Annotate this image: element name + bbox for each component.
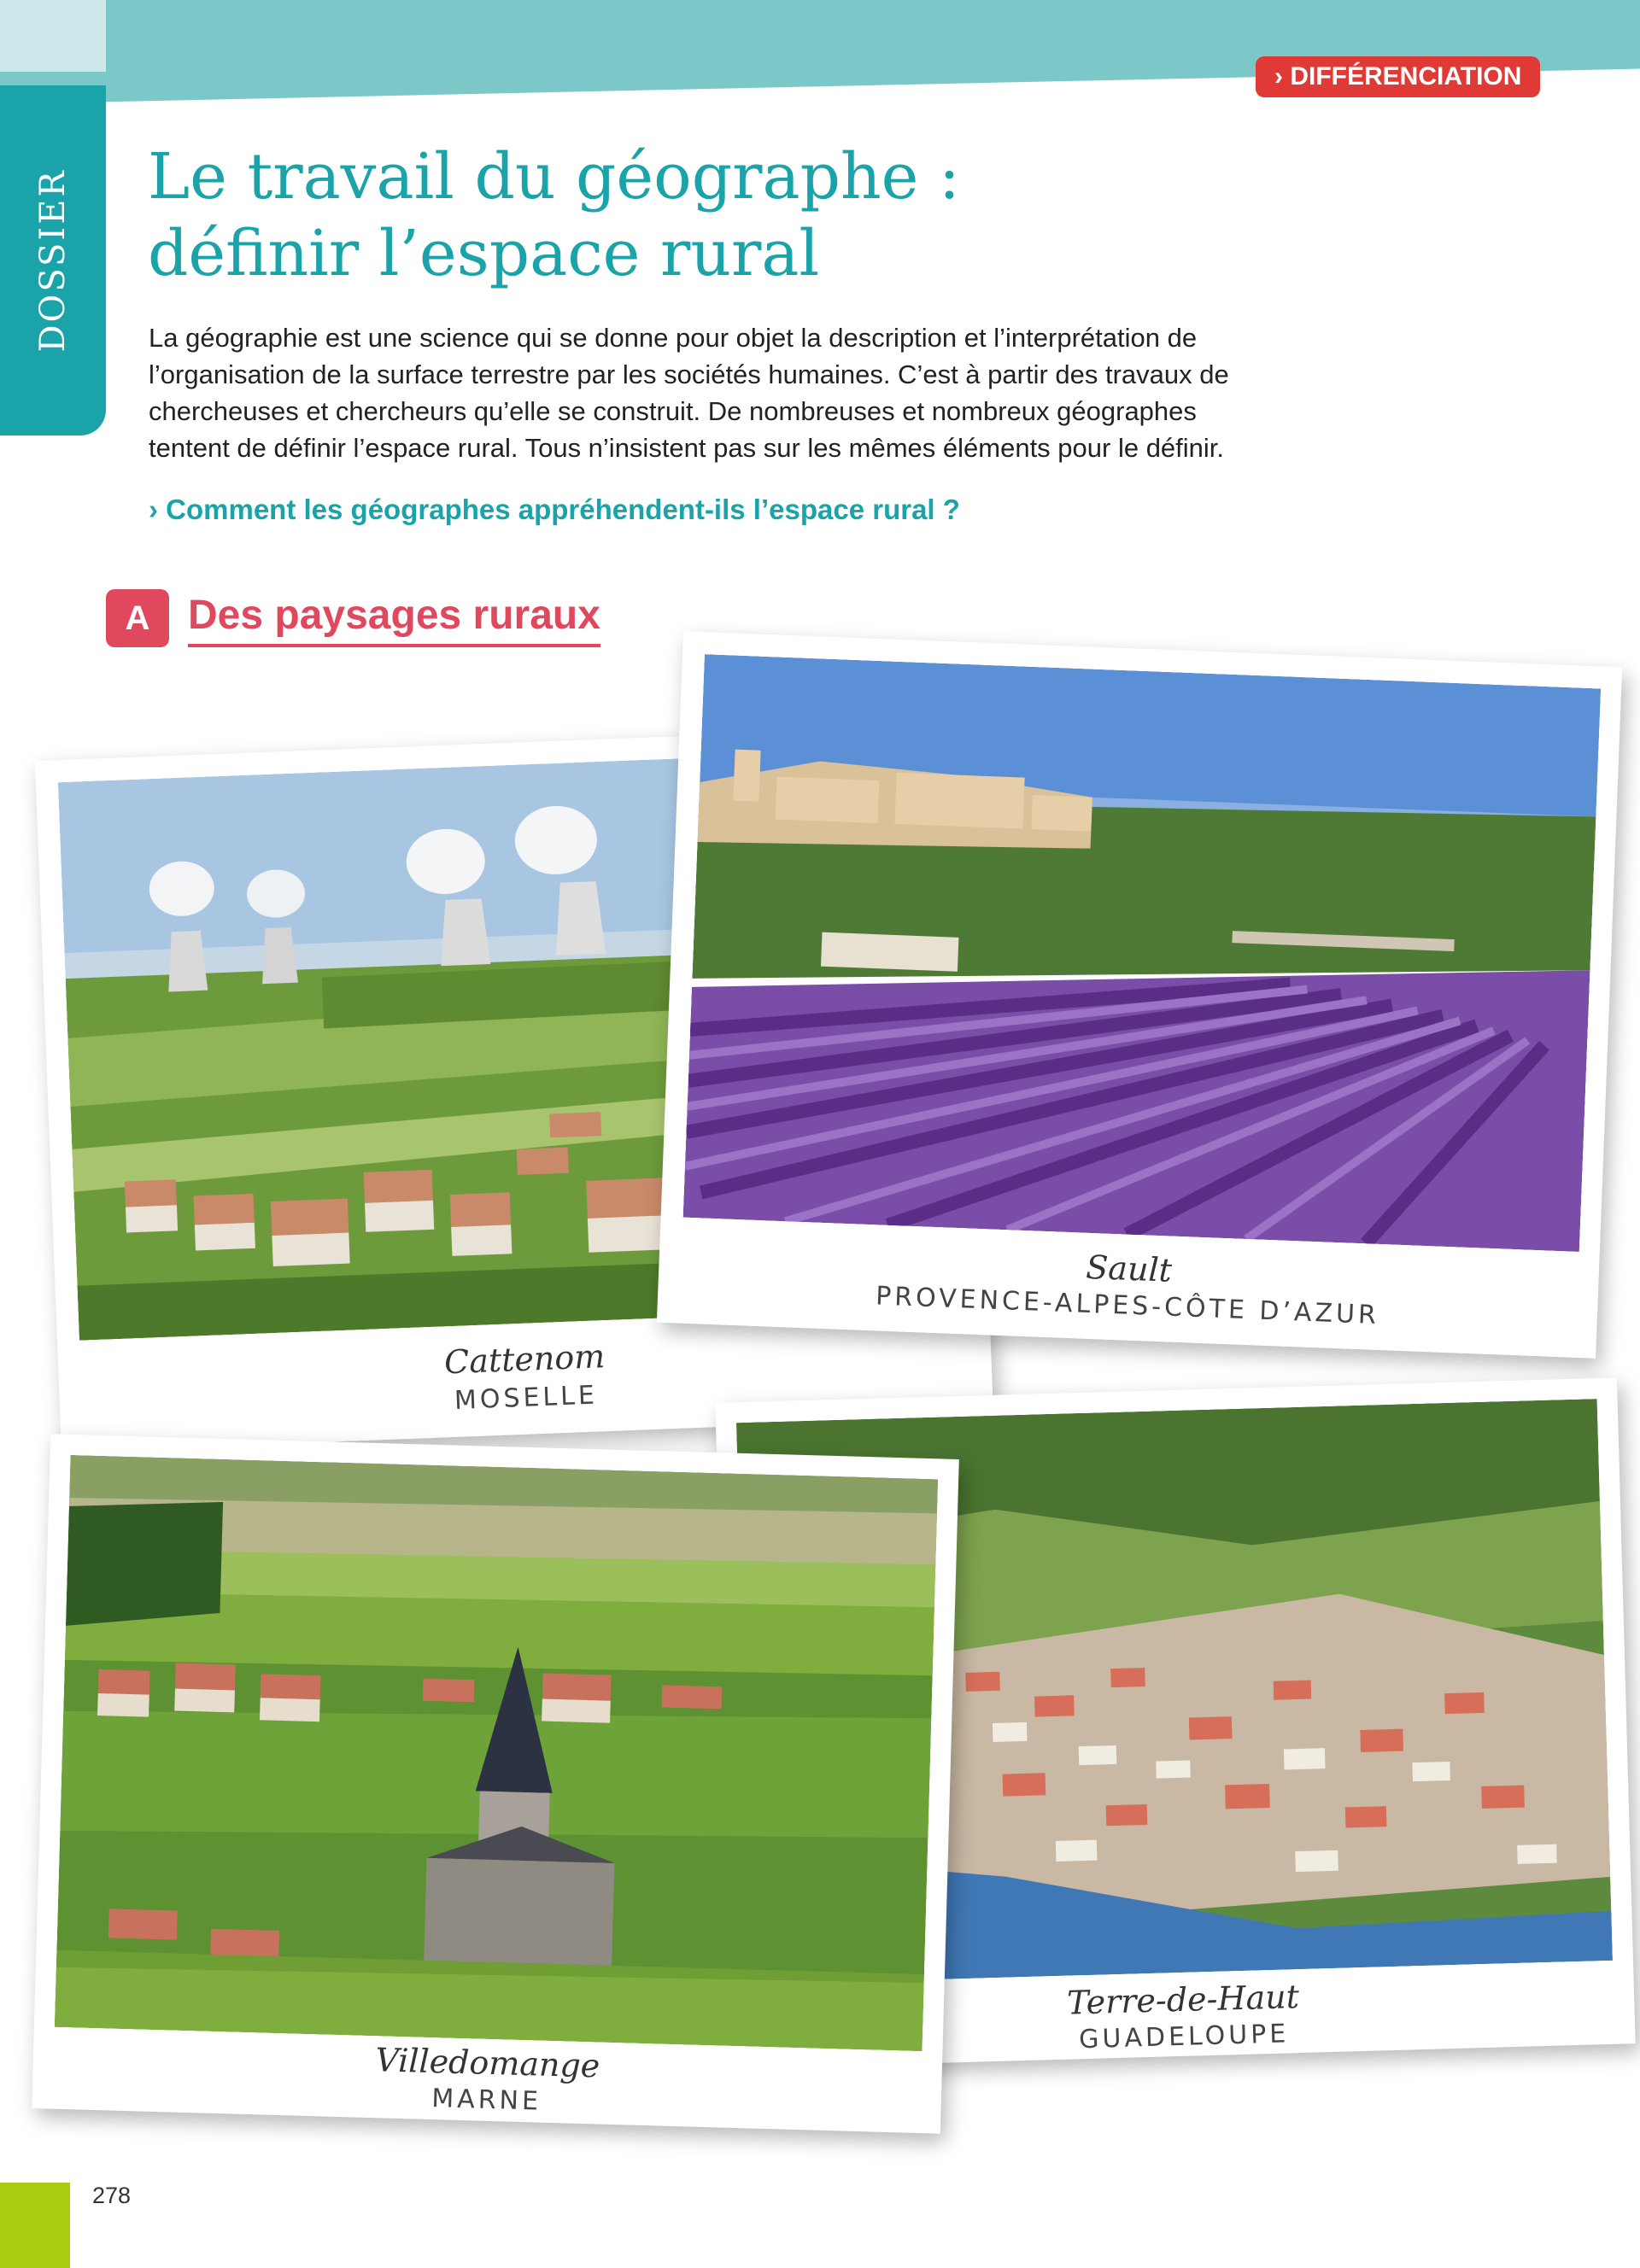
photo-card-sault — [657, 631, 1622, 1359]
section-letter-badge: A — [106, 589, 169, 647]
photo-sault — [683, 654, 1602, 1252]
page-title — [148, 138, 960, 292]
section-title: Des paysages ruraux — [188, 591, 600, 647]
page-number: 278 — [92, 2183, 132, 2208]
photo-villedomange-region: MARNE — [430, 2084, 542, 2117]
top-left-square — [0, 0, 106, 72]
dossier-side-tab — [0, 85, 106, 435]
photo-villedomange — [55, 1455, 938, 2051]
title-line-2: définir l’espace rural — [148, 217, 820, 290]
intro-paragraph: La géographie est une science qui se donne pour objet la description et l’interprétation de l’organisation de la surface terrestre par les sociétés humaines. C’est à partir des travaux de chercheuses et chercheurs qu’elle se construit. De nombreuses et nombreux géographes tentent de définir l’espace rural. Tous n’insistent pas sur les mêmes éléments pour le définir. — [149, 323, 1229, 463]
photo-villedomange-place: Villedomange — [374, 2041, 600, 2085]
photo-sault-place: Sault — [1085, 1248, 1173, 1289]
photo-cattenom-region: MOSELLE — [454, 1380, 599, 1416]
photo-card-villedomange — [32, 1434, 959, 2133]
differenciation-badge[interactable]: › DIFFÉRENCIATION — [1256, 56, 1540, 97]
title-line-1: Le travail du géographe : — [148, 140, 960, 213]
side-tab-label: DOSSIER — [33, 168, 73, 353]
photo-terre-de-haut-region: GUADELOUPE — [1078, 2019, 1290, 2055]
page-marker — [0, 2183, 70, 2268]
photo-terre-de-haut-place: Terre-de-Haut — [1066, 1978, 1300, 2022]
photo-sault-region: PROVENCE-ALPES-CÔTE D’AZUR — [875, 1281, 1380, 1331]
key-question: › Comment les géographes appréhendent-ils l’espace rural ? — [149, 494, 960, 525]
photo-cattenom-place: Cattenom — [443, 1337, 606, 1382]
